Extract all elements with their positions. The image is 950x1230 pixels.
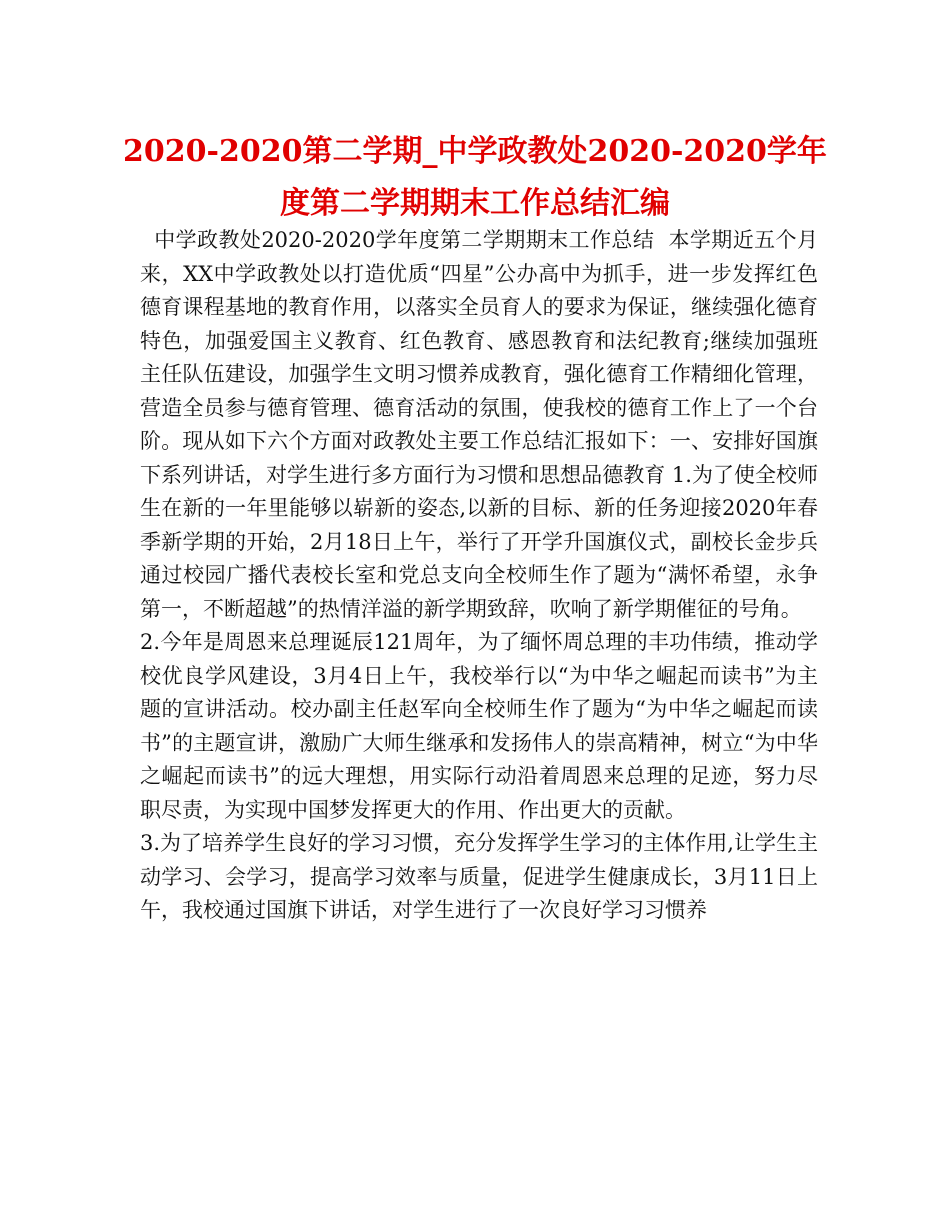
paragraph-item-3: 3.为了培养学生良好的学习习惯，充分发挥学生学习的主体作用,让学生主动学习、会学习，提高学习效率与质量，促进学生健康成长，3月11日上午，我校通过国旗下讲话，对学生进行了一次良好学习习惯养	[140, 831, 818, 922]
document-title: 2020-2020第二学期_中学政教处2020-2020学年度第二学期期末工作总结汇编	[123, 134, 827, 221]
document-body	[140, 224, 818, 928]
paragraph-intro: 中学政教处2020-2020学年度第二学期期末工作总结 本学期近五个月来，XX中学政教处以打造优质“四星”公办高中为抓手，进一步发挥红色德育课程基地的教育作用，以落实全员育人的要求为保证，继续强化德育特色，加强爱国主义教育、红色教育、感恩教育和法纪教育;继续加强班主任队伍建设，加强学生文明习惯养成教育，强化德育工作精细化管理，营造全员参与德育管理、德育活动的氛围，使我校的德育工作上了一个台阶。现从如下六个方面对政教处主要工作总结汇报如下：一、安排好国旗下系列讲话，对学生进行多方面行为习惯和思想品德教育 1.为了使全校师生在新的一年里能够以崭新的姿态,以新的目标、新的任务迎接2020年春季新学期的开始，2月18日上午，举行了开学升国旗仪式，副校长金步兵通过校园广播代表校长室和党总支向全校师生作了题为“满怀希望，永争第一，不断超越”的热情洋溢的新学期致辞，吹响了新学期催征的号角。	[140, 228, 818, 621]
paragraph-item-2: 2.今年是周恩来总理诞辰121周年，为了缅怀周总理的丰功伟绩，推动学校优良学风建设，3月4日上午，我校举行以“为中华之崛起而读书”为主题的宣讲活动。校办副主任赵军向全校师生作了题为“为中华之崛起而读书”的主题宣讲，激励广大师生继承和发扬伟人的崇高精神，树立“为中华之崛起而读书”的远大理想，用实际行动沿着周恩来总理的足迹，努力尽职尽责，为实现中国梦发挥更大的作用、作出更大的贡献。	[140, 630, 818, 822]
